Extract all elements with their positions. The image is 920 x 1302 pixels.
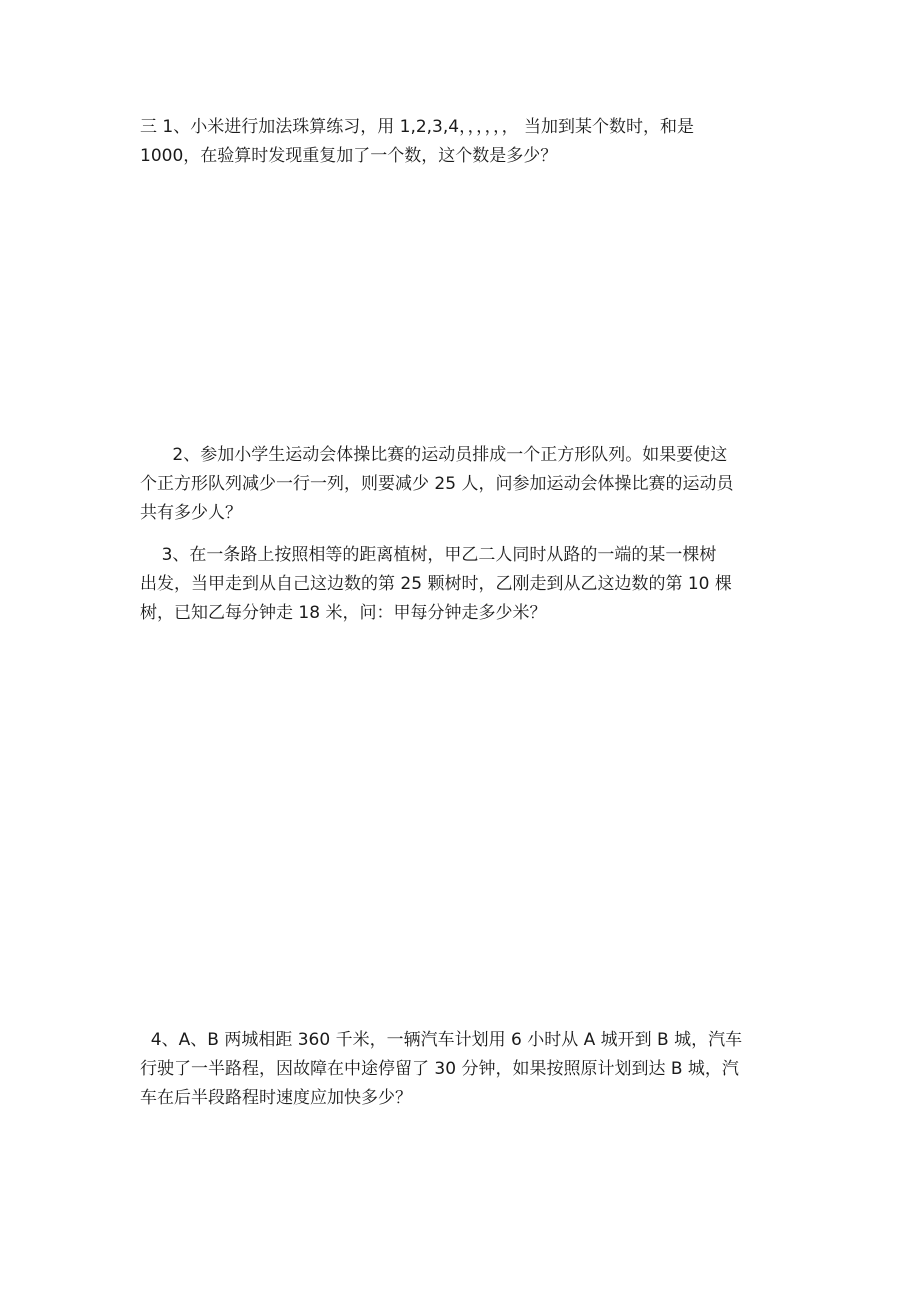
question-4-line-1: 4、A、B 两城相距 360 千米，一辆汽车计划用 6 小时从 A 城开到 B 城，汽车 <box>140 1030 743 1050</box>
question-1 <box>140 113 782 171</box>
question-2-line-3: 共有多少人？ <box>140 503 242 523</box>
question-2 <box>140 441 782 528</box>
question-3-line-1: 3、在一条路上按照相等的距离植树，甲乙二人同时从路的一端的某一棵树 <box>140 545 717 565</box>
question-4-line-3: 车在后半段路程时速度应加快多少？ <box>140 1088 412 1108</box>
question-3-line-3: 树，已知乙每分钟走 18 米，问：甲每分钟走多少米？ <box>140 603 547 623</box>
question-3-line-2: 出发，当甲走到从自己这边数的第 25 颗树时，乙刚走到从乙这边数的第 10 棵 <box>140 574 732 594</box>
question-4 <box>140 1026 782 1113</box>
question-2-line-1: 2、参加小学生运动会体操比赛的运动员排成一个正方形队列。如果要使这 <box>140 445 728 465</box>
question-4-line-2: 行驶了一半路程，因故障在中途停留了 30 分钟，如果按照原计划到达 B 城，汽 <box>140 1059 739 1079</box>
question-3 <box>140 541 782 628</box>
question-1-line-1: 三 1、小米进行加法珠算练习，用 1,2,3,4，，，，，， 当加到某个数时，和是 <box>140 117 695 137</box>
question-2-line-2: 个正方形队列减少一行一列，则要减少 25 人，问参加运动会体操比赛的运动员 <box>140 474 734 494</box>
question-1-line-2: 1000，在验算时发现重复加了一个数，这个数是多少？ <box>140 146 558 166</box>
